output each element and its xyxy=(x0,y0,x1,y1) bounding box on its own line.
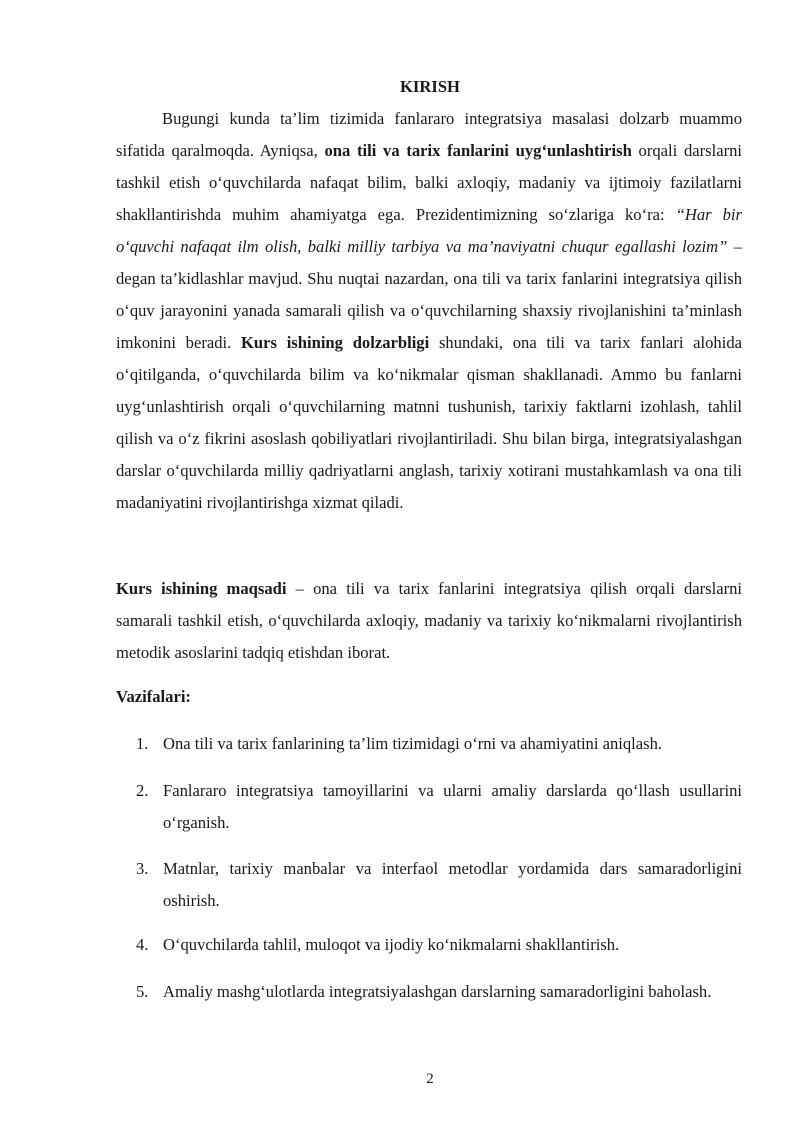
goal-paragraph xyxy=(116,573,742,669)
intro-text-4: shundaki, ona tili va tarix fanlari alohida o‘qitilganda, o‘quvchilarda bilim va ko‘nikmalar qisman shakllanadi. Ammo bu fanlarni uyg‘unlashtirish orqali o‘quvchilarning matnni tushunish, tarixiy faktlarni izohlash, tahlil qilish va o‘z fikrini asoslash qobiliyatlari rivojlantiriladi. Shu bilan birga, integratsiyalashgan darslar o‘quvchilarda milliy qadriyatlarni anglash, tarixiy xotirani mustahkamlash va ona tili madaniyatini rivojlantirishga xizmat qiladi. xyxy=(116,333,743,512)
task-number: 2. xyxy=(136,781,149,800)
intro-text-2: orqali darslarni tashkil etish o‘quvchilarda nafaqat bilim, balki axloqiy, madaniy va ijtimoiy fazilatlarni shakllantirishda muhim ahamiyatga ega. Prezidentimizning so‘zlariga ko‘ra: xyxy=(116,141,742,224)
task-text: Ona tili va tarix fanlarining ta’lim tizimidagi o‘rni va ahamiyatini aniqlash. xyxy=(163,734,663,753)
relevance-label: Kurs ishining dolzarbligi xyxy=(241,333,430,352)
task-text: Matnlar, tarixiy manbalar va interfaol metodlar yordamida dars samaradorligini oshirish. xyxy=(163,859,742,910)
task-number: 1. xyxy=(136,734,149,753)
task-text: Fanlararo integratsiya tamoyillarini va ularni amaliy darslarda qo‘llash usullarini o‘rganish. xyxy=(163,781,742,832)
task-text: Amaliy mashg‘ulotlarda integratsiyalashgan darslarning samaradorligini baholash. xyxy=(163,982,712,1001)
tasks-heading: Vazifalari: xyxy=(116,687,191,706)
intro-bold-phrase: ona tili va tarix fanlarini uyg‘unlashtirish xyxy=(324,141,632,160)
goal-label: Kurs ishining maqsadi xyxy=(116,579,287,598)
task-number: 5. xyxy=(136,982,149,1001)
intro-text-1: Bugungi kunda ta’lim tizimida fanlararo integratsiya masalasi dolzarb muammo sifatida qaralmoqda. Ayniqsa, xyxy=(116,109,742,160)
goal-text: – ona tili va tarix fanlarini integratsiya qilish orqali darslarni samarali tashkil etish, o‘quvchilarda axloqiy, madaniy va tarixiy ko‘nikmalarni rivojlantirish metodik asoslarini tadqiq etishdan iborat. xyxy=(116,579,743,662)
intro-text-3: – degan ta’kidlashlar mavjud. Shu nuqtai nazardan, ona tili va tarix fanlarini integratsiya qilish o‘quv jarayonini yanada samarali qilish va o‘quvchilarning shaxsiy rivojlanishini ta’minlash imkonini beradi. xyxy=(116,237,742,352)
intro-paragraph xyxy=(116,103,742,519)
task-number: 3. xyxy=(136,859,149,878)
president-quote: “Har bir o‘quvchi nafaqat ilm olish, balki milliy tarbiya va ma’naviyatni chuqur egallashi lozim” xyxy=(116,205,742,256)
page-title: KIRISH xyxy=(400,77,460,96)
task-text: O‘quvchilarda tahlil, muloqot va ijodiy ko‘nikmalarni shakllantirish. xyxy=(163,935,620,954)
page-number: 2 xyxy=(426,1071,434,1087)
task-number: 4. xyxy=(136,935,149,954)
